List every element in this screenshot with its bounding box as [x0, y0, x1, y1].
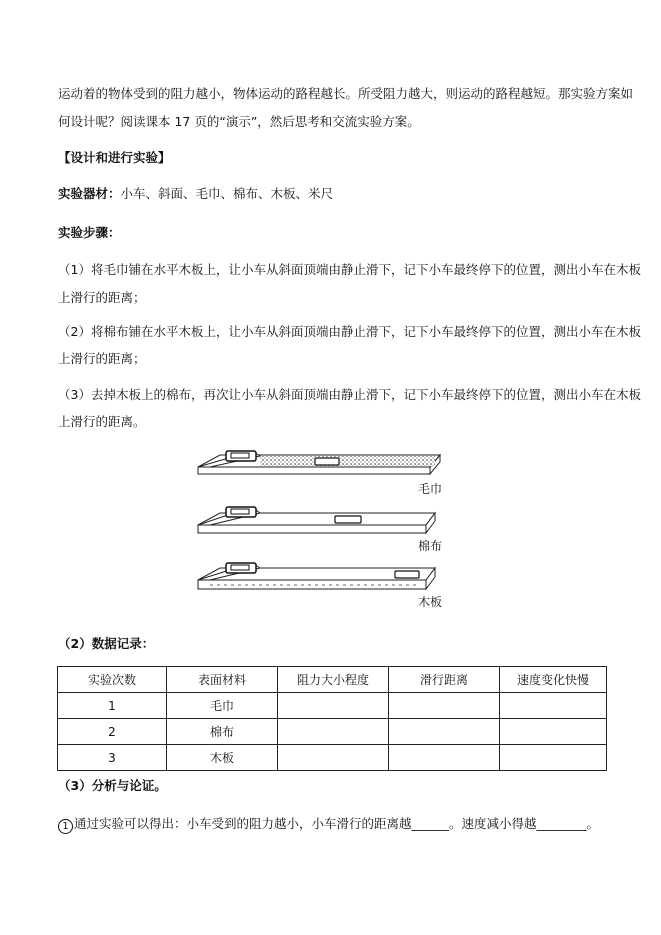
intro-line-2: 何设计呢？阅读课本 17 页的“演示”，然后思考和交流实验方案。: [58, 114, 420, 129]
figure-label-towel: 毛巾: [418, 482, 443, 496]
cell-resistance[interactable]: [278, 693, 389, 719]
table-row: [58, 745, 607, 771]
table-row: [58, 693, 607, 719]
cell-distance[interactable]: [389, 745, 500, 771]
intro-line-1: 运动着的物体受到的阻力越小，物体运动的路程越长。所受阻力越大，则运动的路程越短。那实验方案如: [58, 86, 634, 101]
equipment-label: 实验器材：: [58, 186, 121, 201]
analysis-heading: （3）分析与论证。: [58, 778, 167, 793]
header-distance: 滑行距离: [389, 667, 500, 693]
figure-label-cotton: 棉布: [418, 539, 443, 553]
cell-trial: 1: [58, 693, 167, 719]
step-3-line-1: （3）去掉木板上的棉布，再次让小车从斜面顶端由静止滑下，记下小车最终停下的位置，测出小车在木板: [58, 387, 641, 402]
header-surface: 表面材料: [167, 667, 278, 693]
steps-heading: 实验步骤：: [58, 225, 121, 240]
cell-trial: 3: [58, 745, 167, 771]
cell-trial: 2: [58, 719, 167, 745]
step-1-line-1: （1）将毛巾铺在水平木板上，让小车从斜面顶端由静止滑下，记下小车最终停下的位置，测出小车在木板: [58, 262, 641, 277]
cell-distance[interactable]: [389, 693, 500, 719]
header-trial: 实验次数: [58, 667, 167, 693]
cell-speed-change[interactable]: [500, 719, 607, 745]
cell-surface: 木板: [167, 745, 278, 771]
circled-number-marker: 1: [58, 819, 73, 834]
cell-resistance[interactable]: [278, 745, 389, 771]
step-2-line-1: （2）将棉布铺在水平木板上，让小车从斜面顶端由静止滑下，记下小车最终停下的位置，测出小车在木板: [58, 324, 641, 339]
equipment-line: [58, 186, 333, 202]
ramp-diagrams: [190, 447, 450, 612]
table-header-row: [58, 667, 607, 693]
cell-surface: 毛巾: [167, 693, 278, 719]
figure-label-board: 木板: [418, 595, 443, 609]
ramp-towel-diagram: [198, 451, 440, 474]
header-speed-change: 速度变化快慢: [500, 667, 607, 693]
conclusion-text: 通过实验可以得出：小车受到的阻力越小，小车滑行的距离越______。速度减小得越________。: [74, 816, 600, 831]
data-table: [57, 666, 607, 771]
cell-speed-change[interactable]: [500, 745, 607, 771]
cell-speed-change[interactable]: [500, 693, 607, 719]
experiment-figure: [190, 447, 450, 612]
equipment-items: 小车、斜面、毛巾、棉布、木板、米尺: [120, 186, 334, 201]
table-row: [58, 719, 607, 745]
cell-resistance[interactable]: [278, 719, 389, 745]
conclusion-line: [58, 816, 599, 834]
step-3-line-2: 上滑行的距离。: [58, 414, 146, 429]
cell-surface: 棉布: [167, 719, 278, 745]
ramp-board-diagram: [198, 563, 435, 589]
section-heading: 【设计和进行实验】: [58, 150, 171, 165]
data-heading: （2）数据记录：: [58, 636, 155, 651]
cell-distance[interactable]: [389, 719, 500, 745]
step-1-line-2: 上滑行的距离；: [58, 290, 146, 305]
header-resistance: 阻力大小程度: [278, 667, 389, 693]
ramp-cotton-diagram: [198, 507, 435, 533]
step-2-line-2: 上滑行的距离；: [58, 351, 146, 366]
